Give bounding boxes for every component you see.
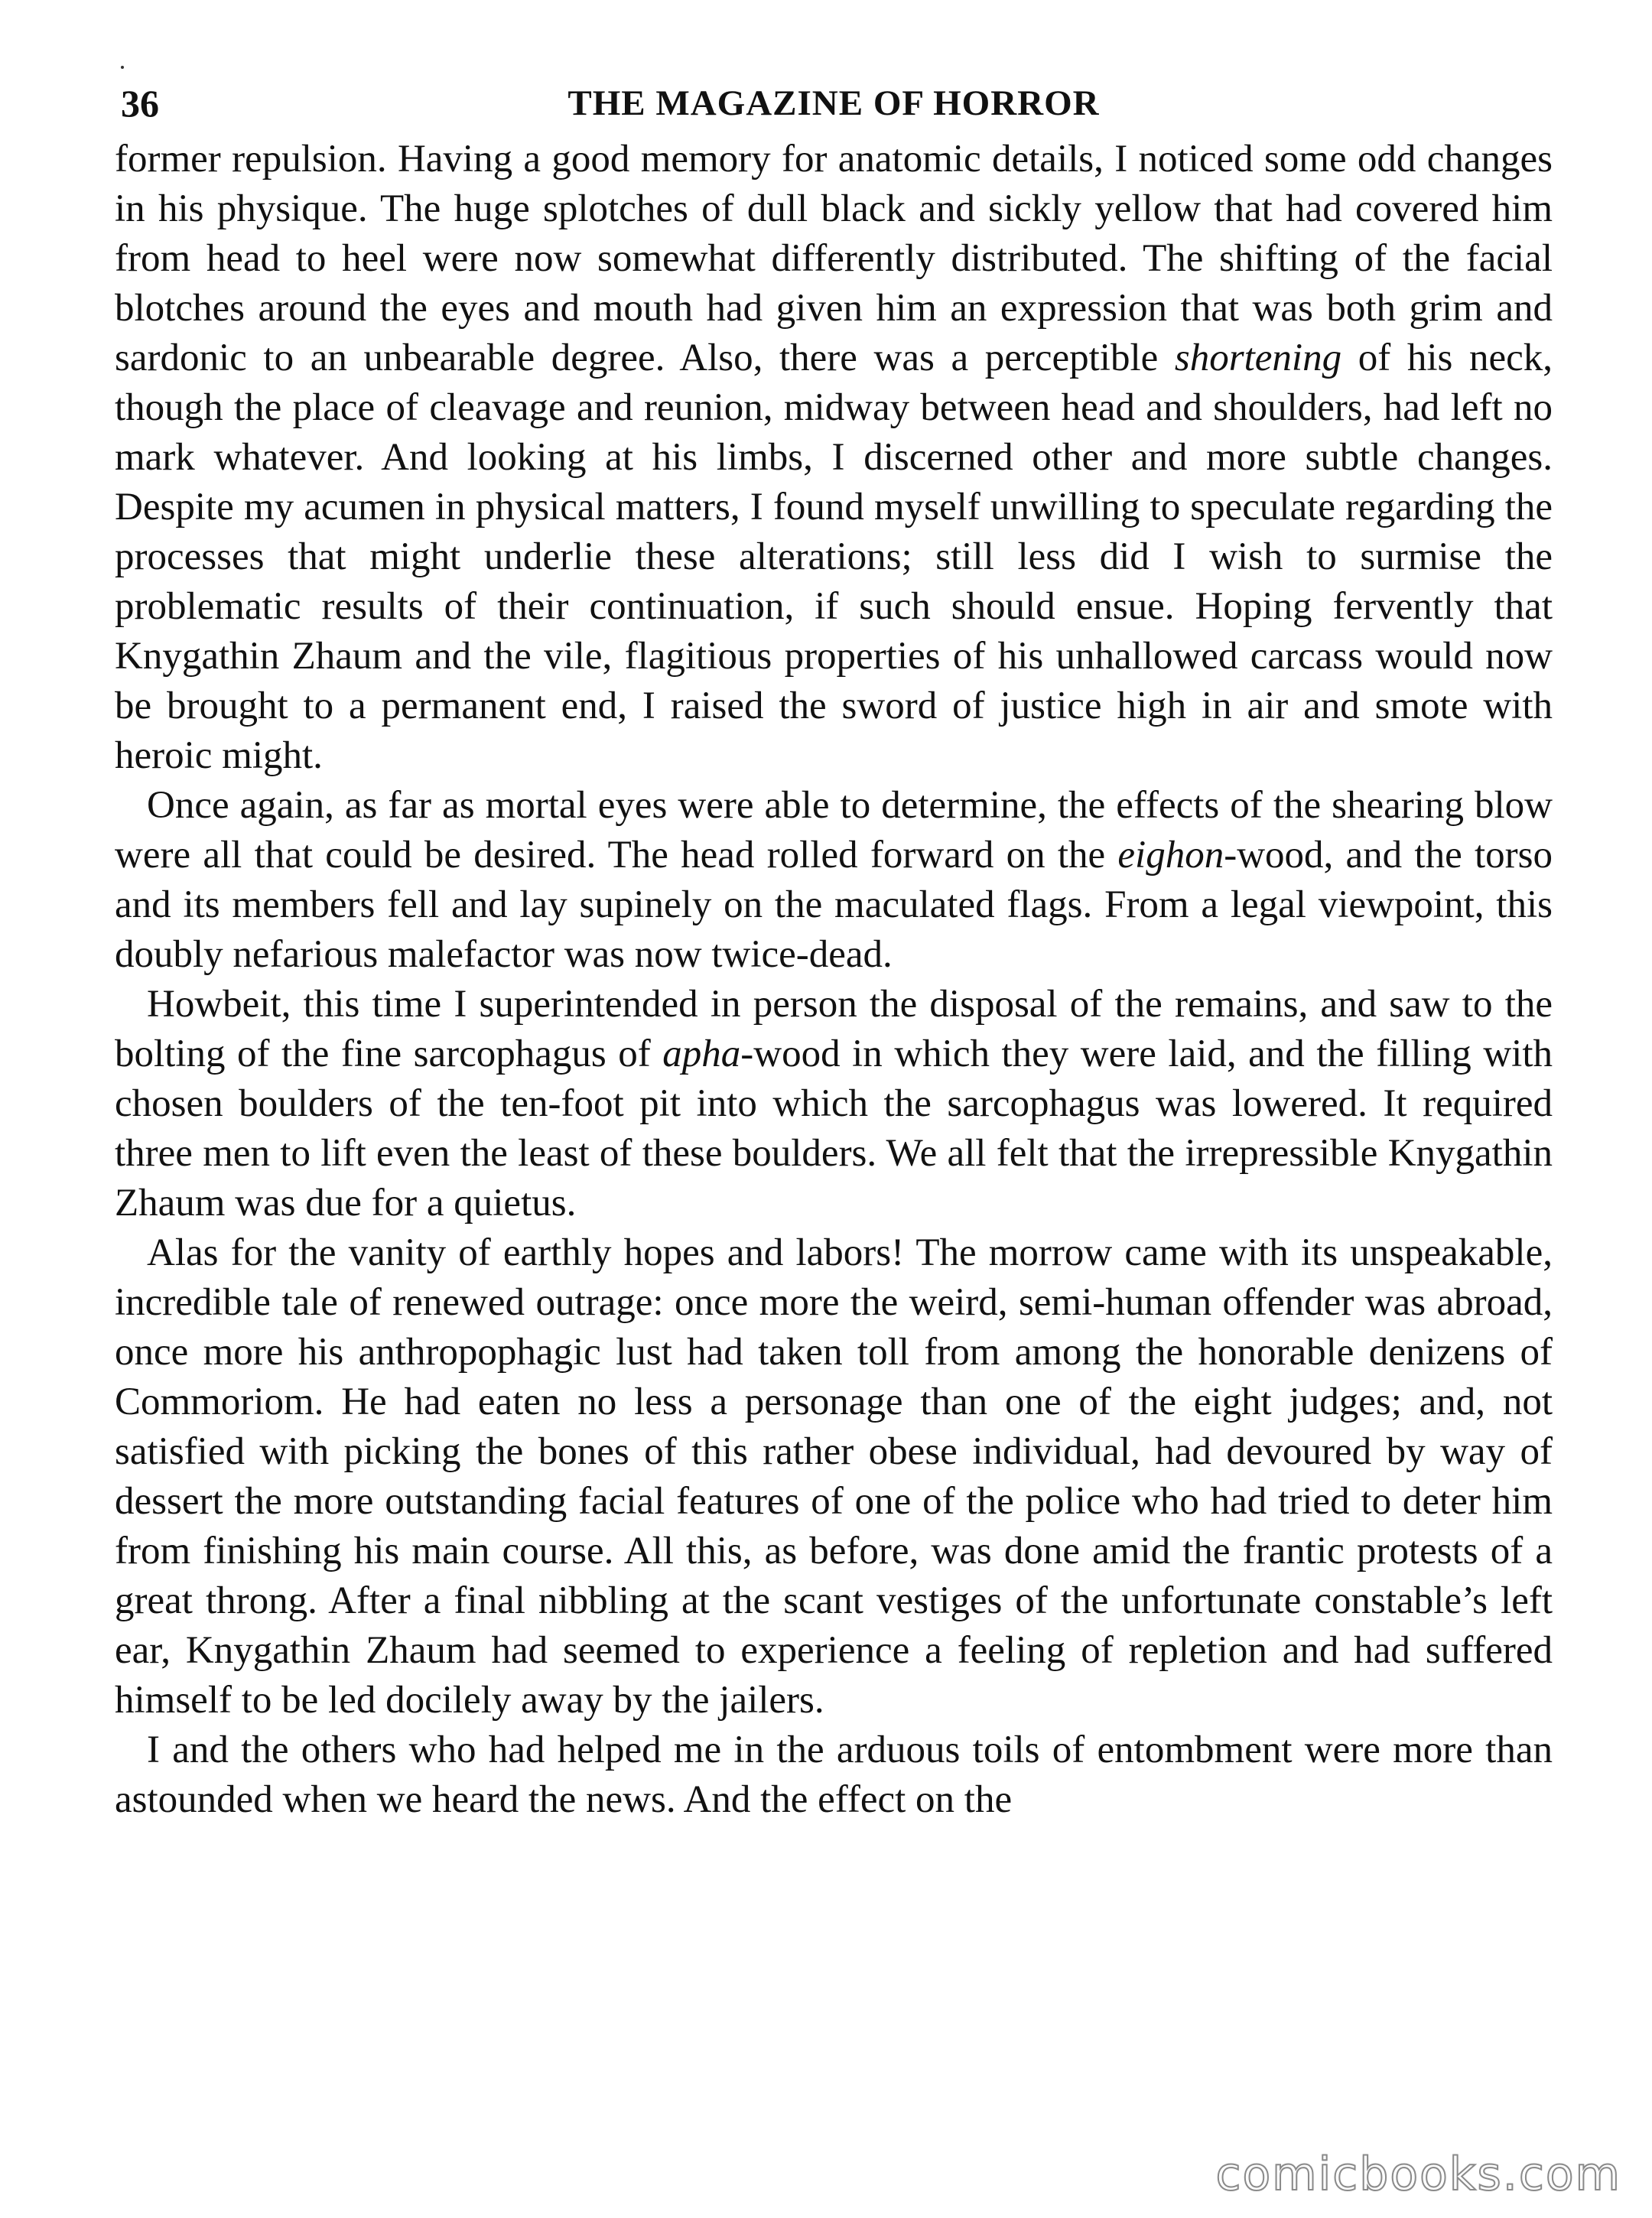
italic-word: shortening — [1174, 337, 1342, 379]
italic-word: eighon — [1117, 834, 1224, 876]
italic-word: apha — [662, 1033, 741, 1075]
story-text — [115, 135, 1553, 1825]
page-header — [115, 76, 1553, 130]
page-number: 36 — [121, 82, 159, 125]
running-title: THE MAGAZINE OF HORROR — [567, 83, 1100, 123]
paragraph-text: I and the others who had helped me in the arduous toils of entombment were more than astounded when we heard the news. And the effect on the — [115, 1729, 1553, 1821]
page-speck — [121, 66, 124, 69]
paragraph-text: of his neck, though the place of cleavage and reunion, midway between head and shoulders, had left no mark whatever. And looking at his limbs, I discerned other and more subtle changes. Despite my acumen in physical matters, I found myself unwilling to speculate regarding the processes that might underlie these alterations; still less did I wish to surmise the problematic results of their continuation, if such should ensue. Hoping fervently that Knygathin Zhaum and the vile, flagitious properties of his unhallowed carcass would now be brought to a permanent end, I raised the sword of justice high in air and smote with heroic might. — [115, 337, 1553, 777]
book-page — [115, 76, 1553, 2157]
paragraph-3 — [115, 980, 1553, 1228]
paragraph-text: former repulsion. Having a good memory for anatomic details, I noticed some odd changes in his physique. The huge splotches of dull black and sickly yellow that had covered him from head to heel were now somewhat differently distributed. The shifting of the facial blotches around the eyes and mouth had given him an expression that was both grim and sardonic to an unbearable degree. Also, there was a perceptible — [115, 138, 1553, 379]
watermark-logo: comicbooks.com — [1215, 2148, 1621, 2201]
paragraph-text: -wood in which they were laid, and the filling with chosen boulders of the ten-foot pit into which the sarcophagus was lowered. It required three men to lift even the least of these boulders. We all felt that the irrepressible Knygathin Zhaum was due for a quietus. — [115, 1033, 1553, 1224]
paragraph-text: Once again, as far as mortal eyes were able to determine, the effects of the shearing blow were all that could be desired. The head rolled forward on the — [115, 784, 1553, 876]
paragraph-text: Howbeit, this time I superintended in person the disposal of the remains, and saw to the bolting of the fine sarcophagus of — [115, 983, 1553, 1075]
paragraph-text: -wood, and the torso and its members fell and lay supinely on the maculated flags. From a legal viewpoint, this doubly nefarious malefactor was now twice-dead. — [115, 834, 1553, 976]
paragraph-5 — [115, 1725, 1553, 1825]
paragraph-1 — [115, 135, 1553, 781]
paragraph-text: Alas for the vanity of earthly hopes and labors! The morrow came with its unspeakable, incredible tale of renewed outrage: once more the weird, semi-human offender was abroad, once more his anthropophagic lust had taken toll from among the honorable denizens of Commoriom. He had eaten no less a personage than one of the eight judges; and, not satisfied with picking the bones of this rather obese individual, had devoured by way of dessert the more outstanding facial features of one of the police who had tried to deter him from finishing his main course. All this, as before, was done amid the frantic protests of a great throng. After a final nibbling at the scant vestiges of the unfortunate constable’s left ear, Knygathin Zhaum had seemed to experience a feeling of repletion and had suffered himself to be led docilely away by the jailers. — [115, 1231, 1553, 1722]
paragraph-2 — [115, 781, 1553, 980]
paragraph-4 — [115, 1228, 1553, 1725]
